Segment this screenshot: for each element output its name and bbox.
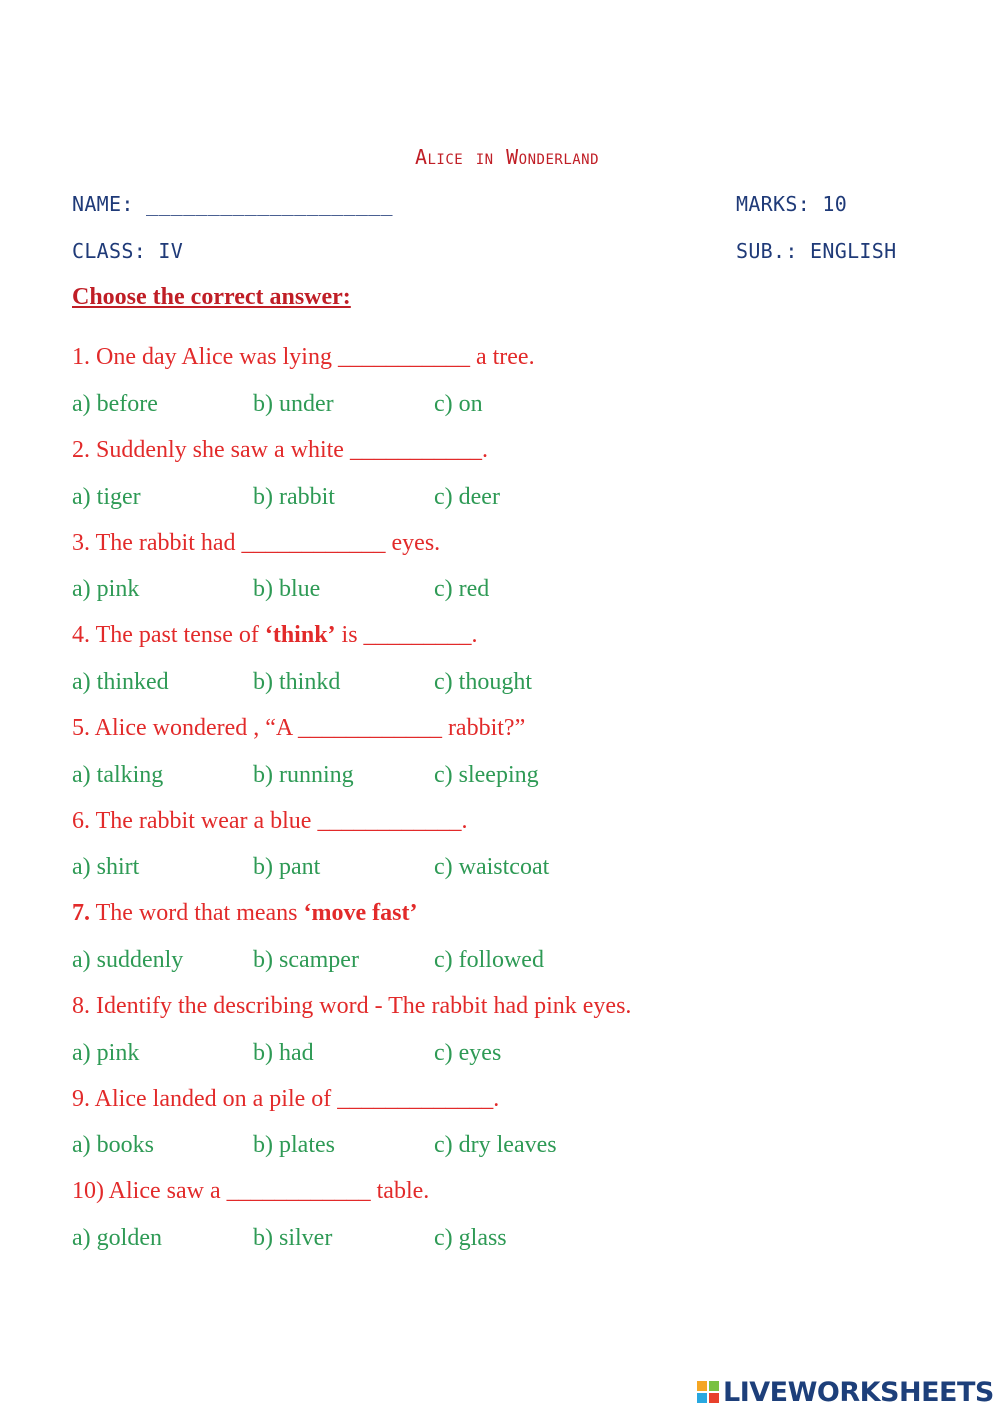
question-6-option-b[interactable]: b) pant	[253, 854, 321, 880]
question-4-blank: is _________.	[335, 622, 478, 648]
question-7-number: 7.	[72, 900, 90, 926]
question-2-option-c[interactable]: c) deer	[434, 484, 500, 510]
question-2-option-b[interactable]: b) rabbit	[253, 484, 335, 510]
question-4-option-c[interactable]: c) thought	[434, 669, 532, 695]
liveworksheets-logo[interactable]	[697, 1375, 994, 1409]
question-3-option-c[interactable]: c) red	[434, 576, 490, 602]
name-field-label: NAME: ____________________	[72, 192, 393, 216]
question-7-option-c[interactable]: c) followed	[434, 947, 544, 973]
question-9-option-c[interactable]: c) dry leaves	[434, 1132, 557, 1158]
question-1-option-c[interactable]: c) on	[434, 391, 483, 417]
question-4-option-a[interactable]: a) thinked	[72, 669, 169, 695]
question-2-option-a[interactable]: a) tiger	[72, 484, 141, 510]
question-4-keyword: ‘think’	[264, 622, 336, 648]
liveworksheets-logo-icon	[697, 1381, 719, 1403]
question-3-option-b[interactable]: b) blue	[253, 576, 321, 602]
question-7-option-a[interactable]: a) suddenly	[72, 947, 184, 973]
question-1: 1. One day Alice was lying ___________ a tree.	[72, 344, 535, 370]
question-7	[72, 900, 417, 927]
question-9-option-a[interactable]: a) books	[72, 1132, 154, 1158]
question-6-option-c[interactable]: c) waistcoat	[434, 854, 550, 880]
question-2: 2. Suddenly she saw a white ___________.	[72, 437, 488, 463]
subject-label: SUB.: ENGLISH	[736, 239, 897, 263]
question-10-option-c[interactable]: c) glass	[434, 1225, 507, 1251]
question-9-option-b[interactable]: b) plates	[253, 1132, 335, 1158]
section-heading: Choose the correct answer:	[72, 284, 351, 310]
question-7-text: The word that means	[90, 900, 304, 926]
question-5: 5. Alice wondered , “A ____________ rabbit?”	[72, 715, 526, 741]
question-10-option-b[interactable]: b) silver	[253, 1225, 333, 1251]
question-7-option-b[interactable]: b) scamper	[253, 947, 359, 973]
marks-label: MARKS: 10	[736, 192, 848, 216]
question-1-option-b[interactable]: b) under	[253, 391, 334, 417]
question-4-text: 4. The past tense of	[72, 622, 265, 648]
question-10-option-a[interactable]: a) golden	[72, 1225, 162, 1251]
question-1-option-a[interactable]: a) before	[72, 391, 158, 417]
question-7-keyword: ‘move fast’	[303, 900, 418, 926]
liveworksheets-logo-text: LIVEWORKSHEETS	[723, 1376, 994, 1408]
class-label: CLASS: IV	[72, 239, 184, 263]
question-8-option-c[interactable]: c) eyes	[434, 1040, 502, 1066]
question-8-option-a[interactable]: a) pink	[72, 1040, 140, 1066]
question-3: 3. The rabbit had ____________ eyes.	[72, 530, 441, 556]
question-4	[72, 622, 478, 649]
question-10: 10) Alice saw a ____________ table.	[72, 1178, 430, 1204]
question-5-option-c[interactable]: c) sleeping	[434, 762, 539, 788]
question-8: 8. Identify the describing word - The rabbit had pink eyes.	[72, 993, 632, 1019]
question-6: 6. The rabbit wear a blue ____________.	[72, 808, 468, 834]
question-8-option-b[interactable]: b) had	[253, 1040, 314, 1066]
question-5-option-b[interactable]: b) running	[253, 762, 354, 788]
question-4-option-b[interactable]: b) thinkd	[253, 669, 341, 695]
worksheet-title: Alice in Wonderland	[414, 145, 600, 169]
question-5-option-a[interactable]: a) talking	[72, 762, 164, 788]
question-6-option-a[interactable]: a) shirt	[72, 854, 140, 880]
question-9: 9. Alice landed on a pile of _____________.	[72, 1086, 500, 1112]
question-3-option-a[interactable]: a) pink	[72, 576, 140, 602]
